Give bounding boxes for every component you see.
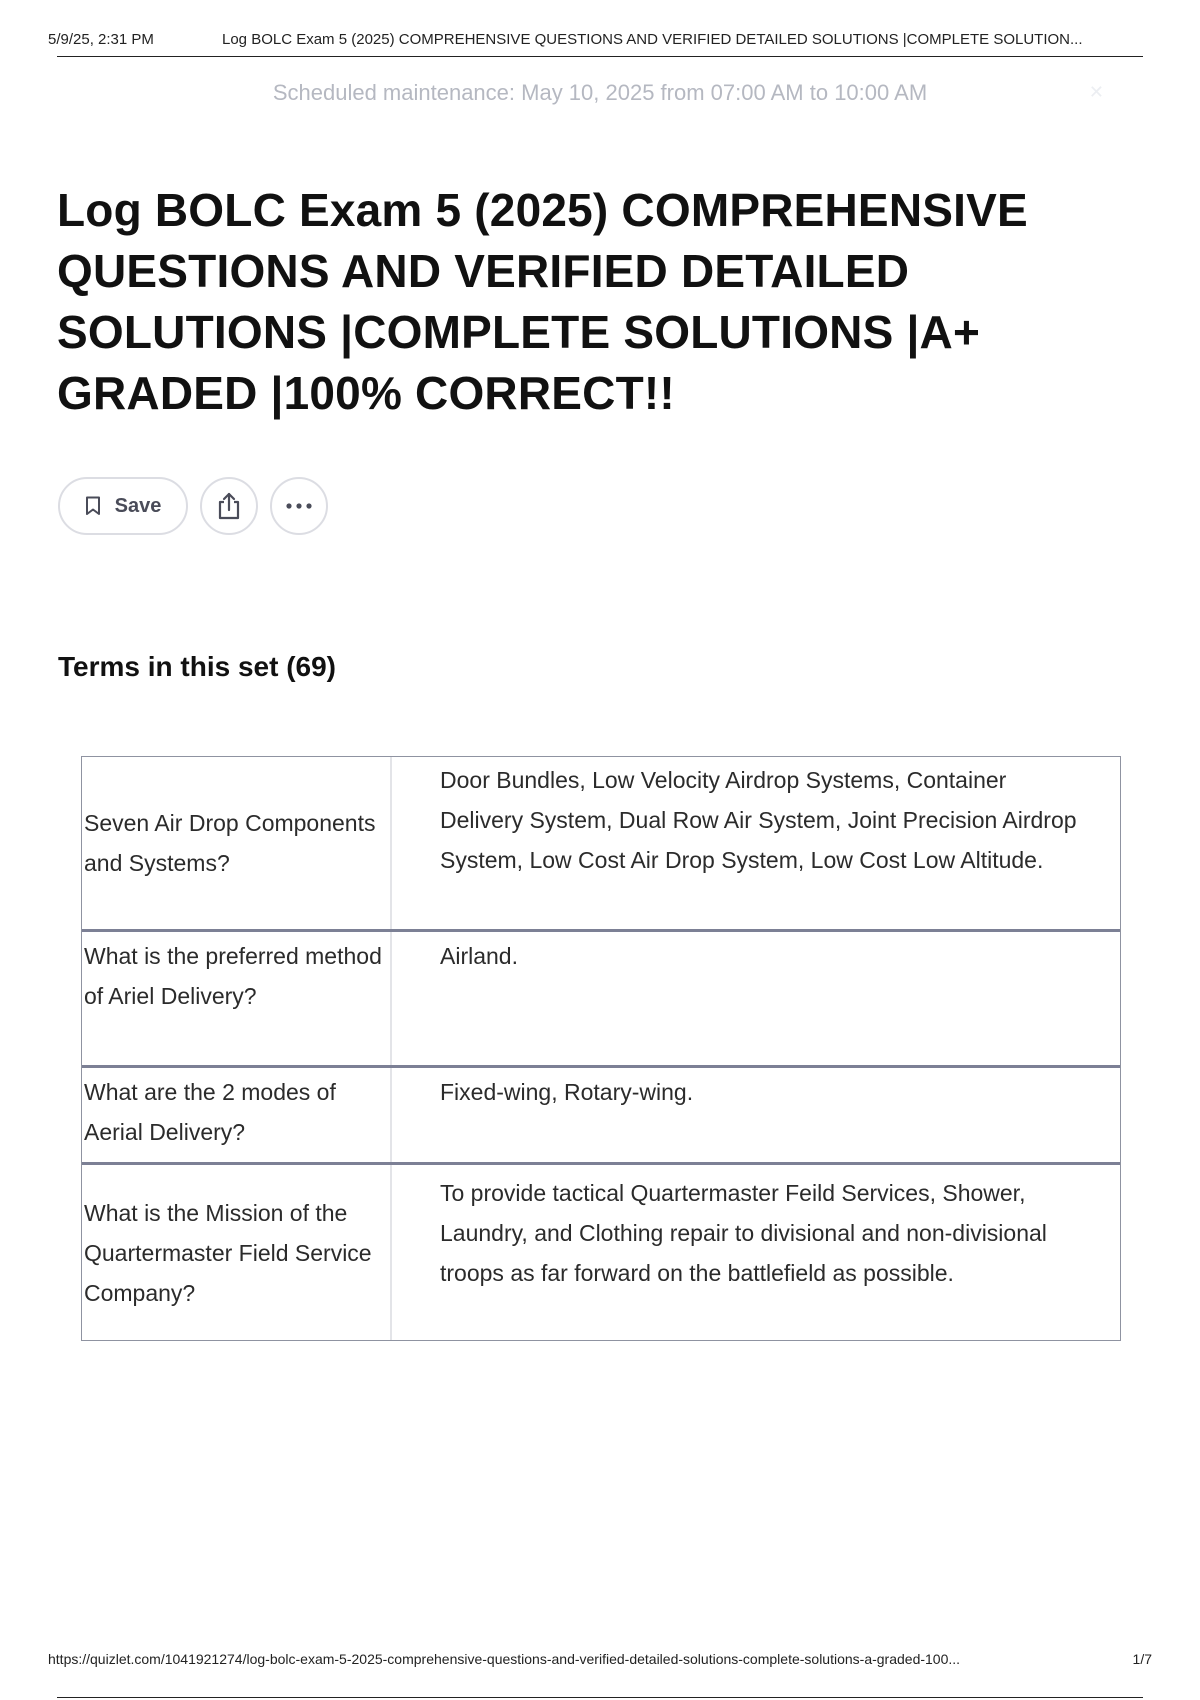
footer-divider [57,1697,1143,1698]
save-label: Save [114,494,162,517]
print-title: Log BOLC Exam 5 (2025) COMPREHENSIVE QUESTIONS AND VERIFIED DETAILED SOLUTIONS |COMPLETE SOLUTION... [222,31,1083,48]
definition-text: To provide tactical Quartermaster Feild Services, Shower, Laundry, and Clothing repair to divisional and non-divisional troops as far forward on the battlefield as possible. [440,1180,1047,1286]
term-text: What are the 2 modes of Aerial Delivery? [82,1068,392,1162]
term-row [82,757,1120,932]
print-header [48,28,1152,58]
definition-text: Airland. [440,943,518,969]
definition-text: Door Bundles, Low Velocity Airdrop Systems, Container Delivery System, Dual Row Air System, Joint Precision Airdrop System, Low Cost Air Drop System, Low Cost Low Altitude. [440,767,1077,873]
definition-text: Fixed-wing, Rotary-wing. [440,1079,694,1105]
term-row [82,1165,1120,1340]
maintenance-banner: Scheduled maintenance: May 10, 2025 from 07:00 AM to 10:00 AM [272,80,928,105]
close-icon[interactable]: ✕ [1088,82,1104,102]
more-icon [285,502,313,510]
term-text: Seven Air Drop Components and Systems? [82,757,392,929]
page-title: Log BOLC Exam 5 (2025) COMPREHENSIVE QUESTIONS AND VERIFIED DETAILED SOLUTIONS |COMPLETE SOLUTIONS |A+ GRADED |100% CORRECT!! [57,184,1028,419]
terms-heading: Terms in this set (69) [58,651,337,682]
action-bar [58,477,328,535]
page-number: 1/7 [1132,1651,1152,1667]
term-row [82,932,1120,1068]
share-button[interactable] [200,477,258,535]
header-divider [57,56,1143,57]
share-icon [216,491,242,521]
print-date: 5/9/25, 2:31 PM [48,31,154,48]
more-button[interactable] [270,477,328,535]
save-button[interactable] [58,477,188,535]
term-row [82,1068,1120,1165]
term-text: What is the Mission of the Quartermaster Field Service Company? [82,1165,392,1340]
terms-table [81,756,1121,1341]
page-url: https://quizlet.com/1041921274/log-bolc-exam-5-2025-comprehensive-questions-and-verified-detailed-solutions-complete-solutions-a-graded-100... [48,1651,961,1667]
bookmark-icon [85,496,101,516]
term-text: What is the preferred method of Ariel Delivery? [82,932,392,1065]
